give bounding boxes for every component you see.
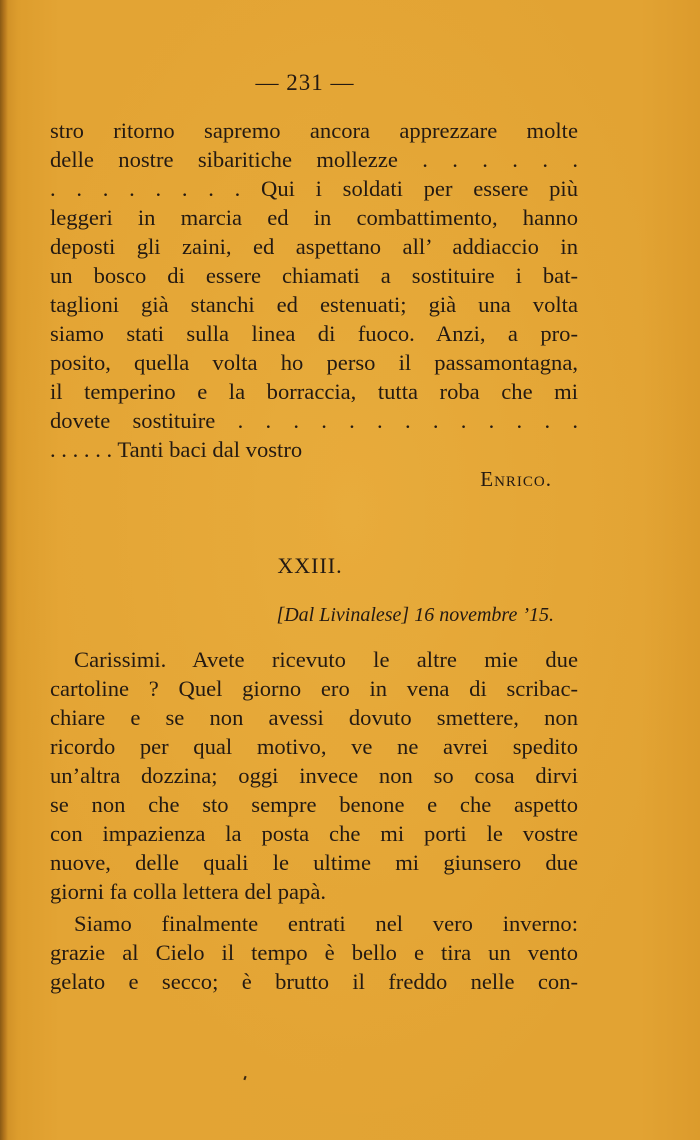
text-line: taglioni già stanchi ed estenuati; già una volta [50,292,578,317]
text-line: deposti gli zaini, ed aspettano all’ addiaccio in [50,234,578,259]
text-line: delle nostre sibaritiche mollezze . . . . . . [50,147,578,172]
text-line: . . . . . . . . Qui i soldati per essere più [50,176,578,201]
text-line: grazie al Cielo il tempo è bello e tira un vento [50,940,578,965]
dateline-date: 16 novembre ’15. [414,604,554,626]
text-line: giorni fa colla lettera del papà. [50,879,327,904]
text-line: Siamo finalmente entrati nel vero inverno: [74,911,578,936]
text-line: posito, quella volta ho perso il passamontagna, [50,350,578,375]
ink-speck [243,1076,246,1080]
text-line: Carissimi. Avete ricevuto le altre mie due [74,647,578,672]
text-line: dovete sostituire . . . . . . . . . . . . . [50,408,578,433]
text-line: siamo stati sulla linea di fuoco. Anzi, a pro- [50,321,578,346]
text-line: cartoline ? Quel giorno ero in vena di scribac- [50,676,578,701]
signature: Enrico. [480,467,552,491]
text-line: . . . . . . Tanti baci dal vostro [50,437,303,462]
section-heading: XXIII. [277,553,343,578]
text-line: nuove, delle quali le ultime mi giunsero due [50,850,578,875]
dateline [276,604,554,627]
text-line: gelato e secco; è brutto il freddo nelle con- [50,969,578,994]
text-line: un bosco di essere chiamati a sostituire i bat- [50,263,578,288]
text-line: un’altra dozzina; oggi invece non so cosa dirvi [50,763,578,788]
text-line: ricordo per qual motivo, ve ne avrei spedito [50,734,578,759]
text-line: stro ritorno sapremo ancora apprezzare molte [50,118,578,143]
text-line: chiare e se non avessi dovuto smettere, non [50,705,578,730]
text-line: se non che sto sempre benone e che aspetto [50,792,578,817]
text-line: leggeri in marcia ed in combattimento, hanno [50,205,578,230]
text-line: il temperino e la borraccia, tutta roba che mi [50,379,578,404]
text-line: con impazienza la posta che mi porti le vostre [50,821,578,846]
page-number: — 231 — [255,70,355,95]
dateline-place: [Dal Livinalese] [276,604,410,626]
